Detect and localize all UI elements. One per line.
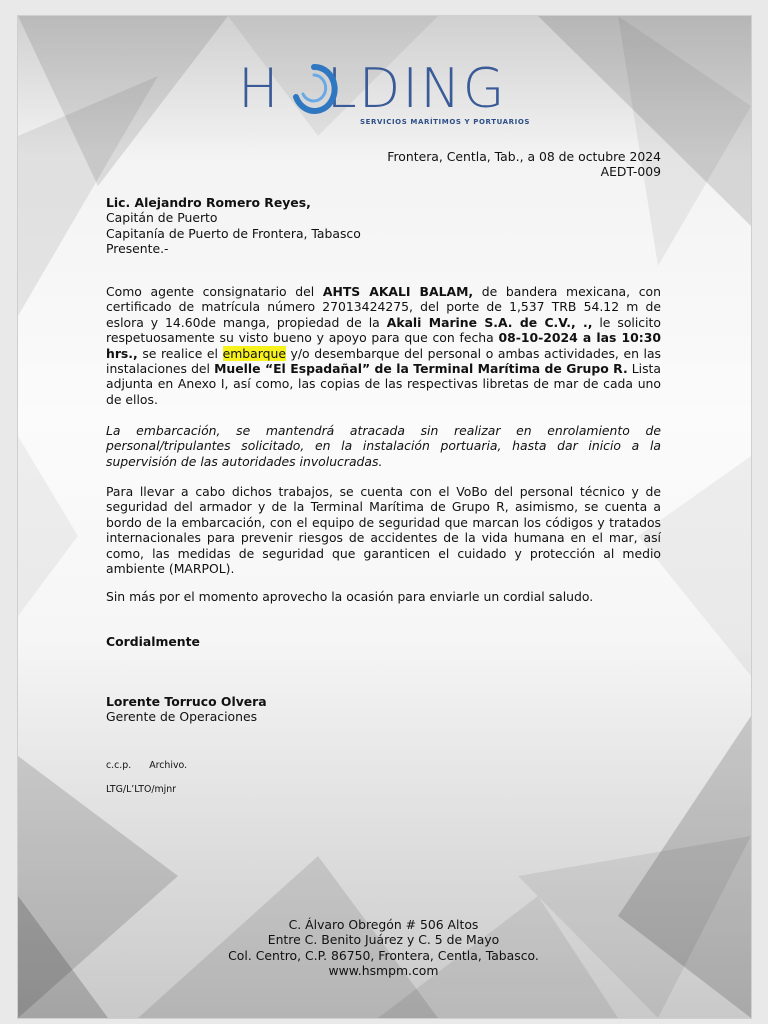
place-date: Frontera, Centla, Tab., a 08 de octubre 2024 bbox=[387, 149, 661, 164]
footer-line-3: Col. Centro, C.P. 86750, Frontera, Centla, Tabasco. bbox=[228, 947, 539, 963]
holding-logo bbox=[238, 58, 548, 130]
logo-wordmark bbox=[238, 58, 548, 120]
vessel-name: AHTS AKALI BALAM, bbox=[322, 284, 474, 299]
pier-name: Muelle “El Espadañal” de la Terminal Marítima de Grupo R. bbox=[214, 361, 628, 377]
date-reference-block bbox=[106, 149, 661, 180]
recipient-name: Lic. Alejandro Romero Reyes, bbox=[106, 195, 311, 210]
reference-initials: LTG/L’LTO/mjnr bbox=[106, 784, 177, 795]
logo-letters-lding: LDING bbox=[326, 57, 507, 120]
wave-ring-icon bbox=[290, 61, 338, 117]
signer-title: Gerente de Operaciones bbox=[106, 709, 258, 725]
operation-datetime: 08-10-2024 a las 10:30 hrs., bbox=[106, 330, 661, 361]
body-paragraph-2: La embarcación, se mantendrá atracada sin realizar en enrolamiento de personal/tripulantes solicitado, en la instalación portuaria, hasta dar inicio a la supervisión de las autoridades involucradas. bbox=[106, 423, 661, 469]
ccp-line bbox=[106, 760, 187, 772]
recipient-presente: Presente.- bbox=[106, 241, 169, 257]
logo-letter-h: H bbox=[238, 57, 281, 120]
highlighted-word: embarque bbox=[222, 345, 286, 361]
ccp-label: c.c.p. bbox=[106, 760, 132, 771]
recipient-title: Capitán de Puerto bbox=[106, 210, 218, 226]
vessel-owner: Akali Marine S.A. de C.V., ., bbox=[386, 314, 593, 330]
body-paragraph-3: Para llevar a cabo dichos trabajos, se cuenta con el VoBo del personal técnico y de seguridad del armador y de la Terminal Marítima de Grupo R, asimismo, se cuenta a bordo de la embarcación, con el equipo de seguridad que marcan los códigos y tratados internacionales para prevenir riesgos de accidentes de la vida humana en el mar, así como, las medidas de seguridad que garanticen el cuidado y protección al medio ambiente (MARPOL). bbox=[106, 484, 661, 577]
ccp-value: Archivo. bbox=[149, 760, 188, 771]
recipient-office: Capitanía de Puerto de Frontera, Tabasco bbox=[106, 225, 361, 241]
footer-line-1: C. Álvaro Obregón # 506 Altos bbox=[288, 917, 479, 932]
recipient-block bbox=[106, 195, 661, 257]
logo-tagline: SERVICIOS MARÍTIMOS Y PORTUARIOS bbox=[360, 118, 531, 126]
body-paragraph-4: Sin más por el momento aprovecho la ocasión para enviarle un cordial saludo. bbox=[106, 589, 594, 604]
reference-number: AEDT-009 bbox=[600, 164, 661, 180]
letter-page bbox=[18, 16, 751, 1018]
footer-website: www.hsmpm.com bbox=[328, 963, 439, 979]
footer-address bbox=[106, 917, 661, 979]
signature-block bbox=[106, 694, 506, 725]
closing-salutation: Cordialmente bbox=[106, 634, 200, 649]
body-paragraph-1: Como agente consignatario del AHTS AKALI BALAM, de bandera mexicana, con certificado de matrícula número 27013424275, del porte de 1,537 TRB 54.12 m de eslora y 14.60de manga, propiedad de la Akali Marine S.A. de C.V., ., le solicito respetuosamente su visto bueno y apoyo para que con fecha 08-10-2024 a las 10:30 hrs., se realice el embarque y/o desembarque del personal o ambas actividades, en las instalaciones del Muelle “El Espadañal” de la Terminal Marítima de Grupo R. Lista adjunta en Anexo I, así como, las copias de las respectivas libretas de mar de cada uno de ellos. bbox=[106, 284, 661, 407]
signer-name: Lorente Torruco Olvera bbox=[106, 694, 267, 709]
footer-line-2: Entre C. Benito Juárez y C. 5 de Mayo bbox=[267, 932, 500, 948]
